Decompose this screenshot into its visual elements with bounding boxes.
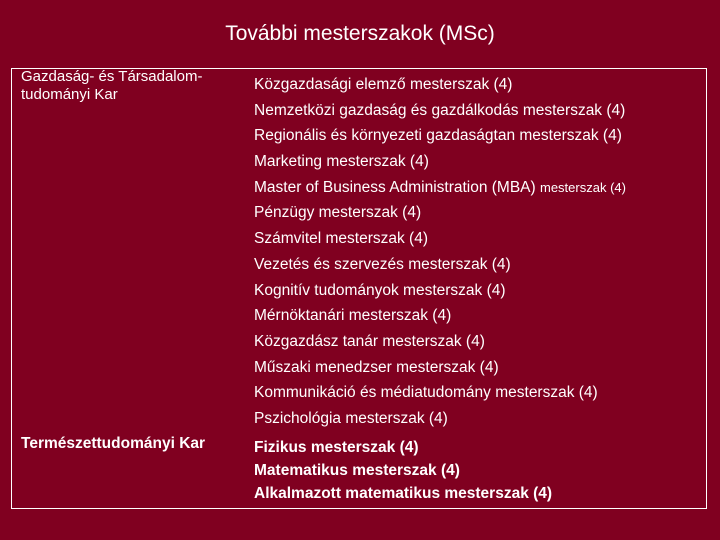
program-item: Regionális és környezeti gazdaságtan mesterszak (4) bbox=[254, 127, 622, 145]
program-item: Kognitív tudományok mesterszak (4) bbox=[254, 281, 506, 299]
faculty-natural-sciences: Természettudományi Kar bbox=[21, 435, 206, 452]
program-item: Marketing mesterszak (4) bbox=[254, 153, 429, 171]
program-item: Számvitel mesterszak (4) bbox=[254, 230, 428, 248]
program-item: Közgazdász tanár mesterszak (4) bbox=[254, 332, 485, 350]
mba-program-name: Master of Business Administration (MBA) bbox=[254, 178, 536, 196]
slide-title: További mesterszakok (MSc) bbox=[225, 22, 495, 45]
program-list-natural-sciences bbox=[254, 436, 552, 505]
program-item: Kommunikáció és médiatudomány mesterszak (4) bbox=[254, 384, 598, 402]
program-item: Alkalmazott matematikus mesterszak (4) bbox=[254, 485, 553, 502]
program-item: Nemzetközi gazdaság és gazdálkodás mesterszak (4) bbox=[254, 101, 626, 119]
program-item: Közgazdasági elemző mesterszak (4) bbox=[254, 76, 513, 93]
faculty-name-line-2: tudományi Kar bbox=[21, 86, 118, 103]
faculty-economics-social-sciences bbox=[21, 68, 202, 104]
faculty-name-line-1: Gazdaság- és Társadalom- bbox=[21, 68, 203, 85]
program-item: Mérnöktanári mesterszak (4) bbox=[254, 307, 452, 325]
program-item: Fizikus mesterszak (4) bbox=[254, 439, 419, 456]
program-item: Matematikus mesterszak (4) bbox=[254, 462, 460, 479]
mba-program-suffix: mesterszak (4) bbox=[540, 179, 626, 195]
program-item: Pénzügy mesterszak (4) bbox=[254, 204, 422, 222]
program-item: Pszichológia mesterszak (4) bbox=[254, 409, 448, 427]
program-list-economics bbox=[254, 72, 626, 432]
program-item: Műszaki menedzser mesterszak (4) bbox=[254, 358, 499, 376]
program-item-mba bbox=[254, 175, 626, 201]
program-item: Vezetés és szervezés mesterszak (4) bbox=[254, 255, 511, 273]
